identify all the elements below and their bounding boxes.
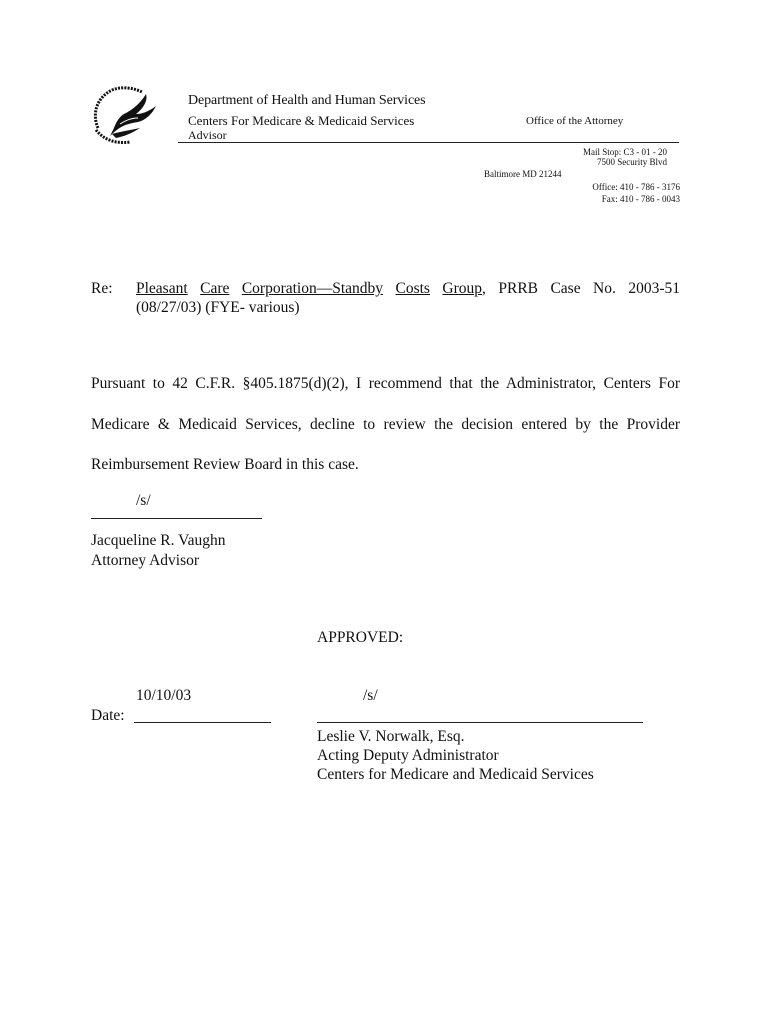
approver-name: Leslie V. Norwalk, Esq. [317, 728, 465, 745]
re-word: Care [200, 280, 230, 297]
street-address: 7500 Security Blvd [597, 157, 667, 167]
hhs-eagle-seal-icon [86, 84, 166, 148]
approval-date: 10/10/03 [136, 687, 192, 704]
re-word: Pleasant [136, 280, 188, 297]
re-subject-line [136, 280, 680, 298]
fax-number: Fax: 410 - 786 - 0043 [601, 194, 680, 204]
re-word: Group [442, 280, 483, 297]
office-name: Office of the Attorney [526, 115, 624, 127]
re-word: 2003-51 [628, 280, 680, 297]
signer-signature: /s/ [136, 492, 151, 509]
city-address: Baltimore MD 21244 [484, 169, 562, 179]
body-paragraph-line-1: Pursuant to 42 C.F.R. §405.1875(d)(2), I recommend that the Administrator, Centers For [91, 375, 680, 392]
body-paragraph-line-2: Medicare & Medicaid Services, decline to review the decision entered by the Provider [91, 416, 680, 433]
body-paragraph-line-3: Reimbursement Review Board in this case. [91, 456, 359, 473]
approver-signature: /s/ [363, 687, 378, 704]
re-word: Costs [395, 280, 430, 297]
signer-signature-line [91, 518, 262, 519]
re-group [442, 280, 485, 298]
approver-signature-line [317, 722, 643, 723]
mail-stop: Mail Stop: C3 - 01 - 20 [582, 147, 667, 157]
signer-name: Jacqueline R. Vaughn [91, 532, 226, 549]
re-label: Re: [91, 280, 113, 297]
signer-title: Attorney Advisor [91, 552, 200, 569]
department-name: Department of Health and Human Services [188, 93, 426, 108]
office-phone: Office: 410 - 786 - 3176 [592, 182, 680, 192]
re-comma: , [482, 280, 486, 297]
date-line [134, 722, 271, 723]
re-word: Case [550, 280, 581, 297]
agency-name: Centers For Medicare & Medicaid Services [188, 113, 415, 128]
re-word: No. [593, 280, 616, 297]
re-word: PRRB [498, 280, 538, 297]
re-subject-line-2: (08/27/03) (FYE- various) [136, 299, 300, 316]
header-rule [178, 142, 679, 143]
date-label: Date: [91, 707, 125, 724]
approver-title: Acting Deputy Administrator [317, 747, 499, 764]
re-word: Corporation—Standby [241, 280, 384, 297]
approved-label: APPROVED: [317, 629, 404, 646]
approver-organization: Centers for Medicare and Medicaid Services [317, 766, 594, 783]
division-name: Advisor [188, 128, 227, 142]
